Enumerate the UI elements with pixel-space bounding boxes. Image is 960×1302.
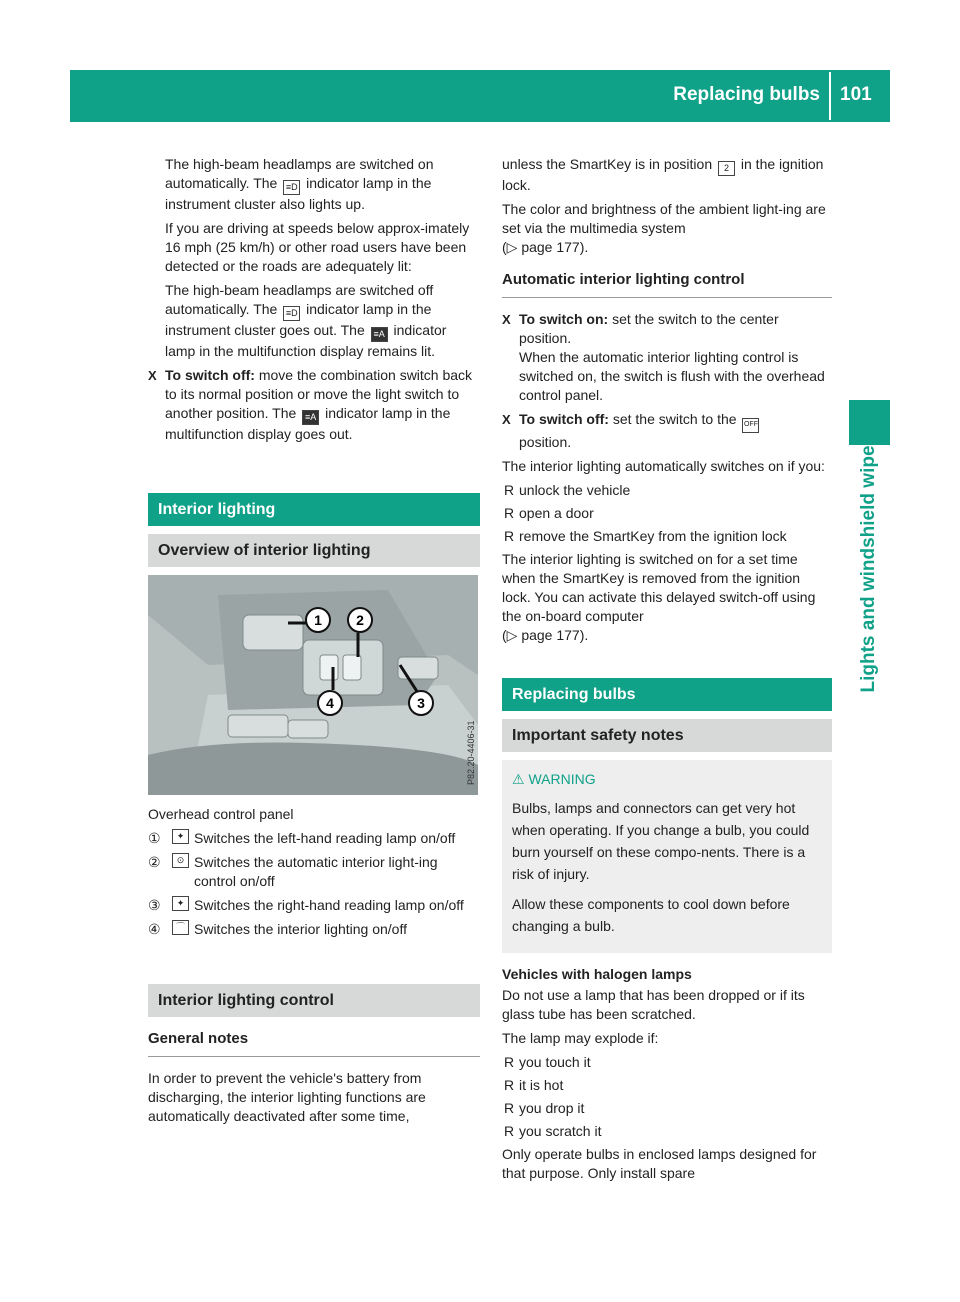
callout-3	[409, 691, 433, 715]
legend-item-4: ④ ⌒ Switches the interior lighting on/off	[148, 921, 407, 937]
intro-paragraph-1: The high-beam headlamps are switched on automatically. The ≡D indicator lamp in the instrument cluster also lights up.	[165, 156, 434, 212]
svg-text:2: 2	[356, 612, 364, 628]
section-title-replacing-bulbs: Replacing bulbs	[502, 678, 832, 711]
header-separator	[829, 72, 831, 120]
legend-item-2: ② ⊙ Switches the automatic interior light-ing control on/off	[148, 854, 438, 889]
header-title: Replacing bulbs	[673, 84, 820, 105]
warning-box	[502, 760, 832, 953]
warning-text-2: Allow these components to cool down before changing a bulb.	[512, 896, 790, 934]
warning-triangle-icon: ⚠	[512, 771, 525, 787]
intro-paragraph-2: If you are driving at speeds below approx-imately 16 mph (25 km/h) or other road users have been detected or the roads are adequately lit:	[165, 220, 470, 274]
page-ref-link[interactable]: (▷ page 177).	[502, 627, 589, 643]
overhead-panel-illustration	[148, 575, 478, 795]
left-column	[148, 155, 480, 1131]
svg-text:3: 3	[417, 695, 425, 711]
final-text: Only operate bulbs in enclosed lamps designed for that purpose. Only install spare	[502, 1146, 817, 1181]
list-item: R open a door	[504, 505, 594, 521]
heading-halogen: Vehicles with halogen lamps	[502, 966, 692, 982]
figure-caption: Overhead control panel	[148, 806, 294, 822]
side-tab-label: Lights and windshield wipers	[858, 427, 879, 693]
right-column	[502, 155, 832, 1188]
list-item: R unlock the vehicle	[504, 482, 631, 498]
page-number: 101	[840, 84, 872, 105]
step-arrow-icon: X	[502, 412, 511, 427]
warning-title: ⚠ WARNING	[512, 771, 596, 787]
step-switch-off: X To switch off: move the combination switch back to its normal position or move the light switch to another position. The ≡A indicator lamp in the multifunction display goes out.	[148, 367, 473, 442]
step-arrow-icon: X	[502, 312, 511, 327]
warning-text-1: Bulbs, lamps and connectors can get very hot when operating. If you change a bulb, you could burn yourself on these compo-nents. There is a risk of injury.	[512, 800, 810, 882]
subsection-title-overview: Overview of interior lighting	[148, 534, 480, 567]
reading-lamp-icon: ✦	[172, 896, 189, 911]
halogen-text: Do not use a lamp that has been dropped or if its glass tube has been scratched.	[502, 987, 805, 1022]
list-item: R remove the SmartKey from the ignition lock	[504, 528, 787, 544]
list-item: R it is hot	[504, 1077, 564, 1093]
callout-1	[306, 608, 330, 632]
high-beam-icon: ≡D	[283, 306, 300, 321]
overhead-panel-figure	[148, 575, 478, 795]
interior-light-icon: ⌒	[172, 920, 189, 935]
heading-automatic-control: Automatic interior lighting control	[502, 270, 832, 298]
callout-2	[348, 608, 372, 632]
list-item: R you drop it	[504, 1100, 585, 1116]
heading-general-notes: General notes	[148, 1029, 480, 1057]
subsection-title-control: Interior lighting control	[148, 984, 480, 1017]
section-title-interior-lighting: Interior lighting	[148, 493, 480, 526]
key-position-icon: 2	[718, 161, 735, 176]
reading-lamp-icon: ✦	[172, 829, 189, 844]
step-arrow-icon: X	[148, 368, 157, 383]
adaptive-high-beam-icon: ≡A	[371, 327, 388, 342]
callout-4	[318, 691, 342, 715]
step-switch-off-right: X To switch off: set the switch to the OFF position.	[502, 411, 758, 450]
delay-text: The interior lighting is switched on for a set time when the SmartKey is removed from the ignition lock. You can activate this delayed switch-off using the on-board computer (▷ page 177).	[502, 551, 816, 643]
intro-paragraph-3: The high-beam headlamps are switched off automatically. The ≡D indicator lamp in the instrument cluster goes out. The ≡A indicator lamp in the multifunction display remains lit.	[165, 282, 447, 359]
legend-item-1: ① ✦ Switches the left-hand reading lamp on/off	[148, 830, 456, 846]
legend-item-3: ③ ✦ Switches the right-hand reading lamp on/off	[148, 897, 464, 913]
explode-text: The lamp may explode if:	[502, 1030, 659, 1046]
list-item: R you touch it	[504, 1054, 591, 1070]
list-item: R you scratch it	[504, 1123, 602, 1139]
subsection-title-safety: Important safety notes	[502, 719, 832, 752]
svg-text:1: 1	[314, 612, 322, 628]
page-ref-link[interactable]: (▷ page 177).	[502, 239, 589, 255]
adaptive-high-beam-icon: ≡A	[302, 410, 319, 425]
step-switch-on: X To switch on: set the switch to the center position. When the automatic interior lighting control is switched on, the switch is flush with the overhead control panel.	[502, 311, 825, 403]
auto-interior-icon: ⊙	[172, 853, 189, 868]
general-notes-text: In order to prevent the vehicle's battery from discharging, the interior lighting functions are automatically deactivated after some time,	[148, 1070, 426, 1124]
figure-code: P82.20-4406-31	[466, 720, 476, 785]
right-intro-2: The color and brightness of the ambient light-ing are set via the multimedia system (▷ page 177).	[502, 201, 826, 255]
svg-text:4: 4	[326, 695, 334, 711]
off-switch-icon: OFF	[742, 418, 759, 433]
right-intro-1: unless the SmartKey is in position 2 in the ignition lock.	[502, 156, 824, 193]
auto-switches-text: The interior lighting automatically switches on if you:	[502, 458, 825, 474]
high-beam-icon: ≡D	[283, 180, 300, 195]
